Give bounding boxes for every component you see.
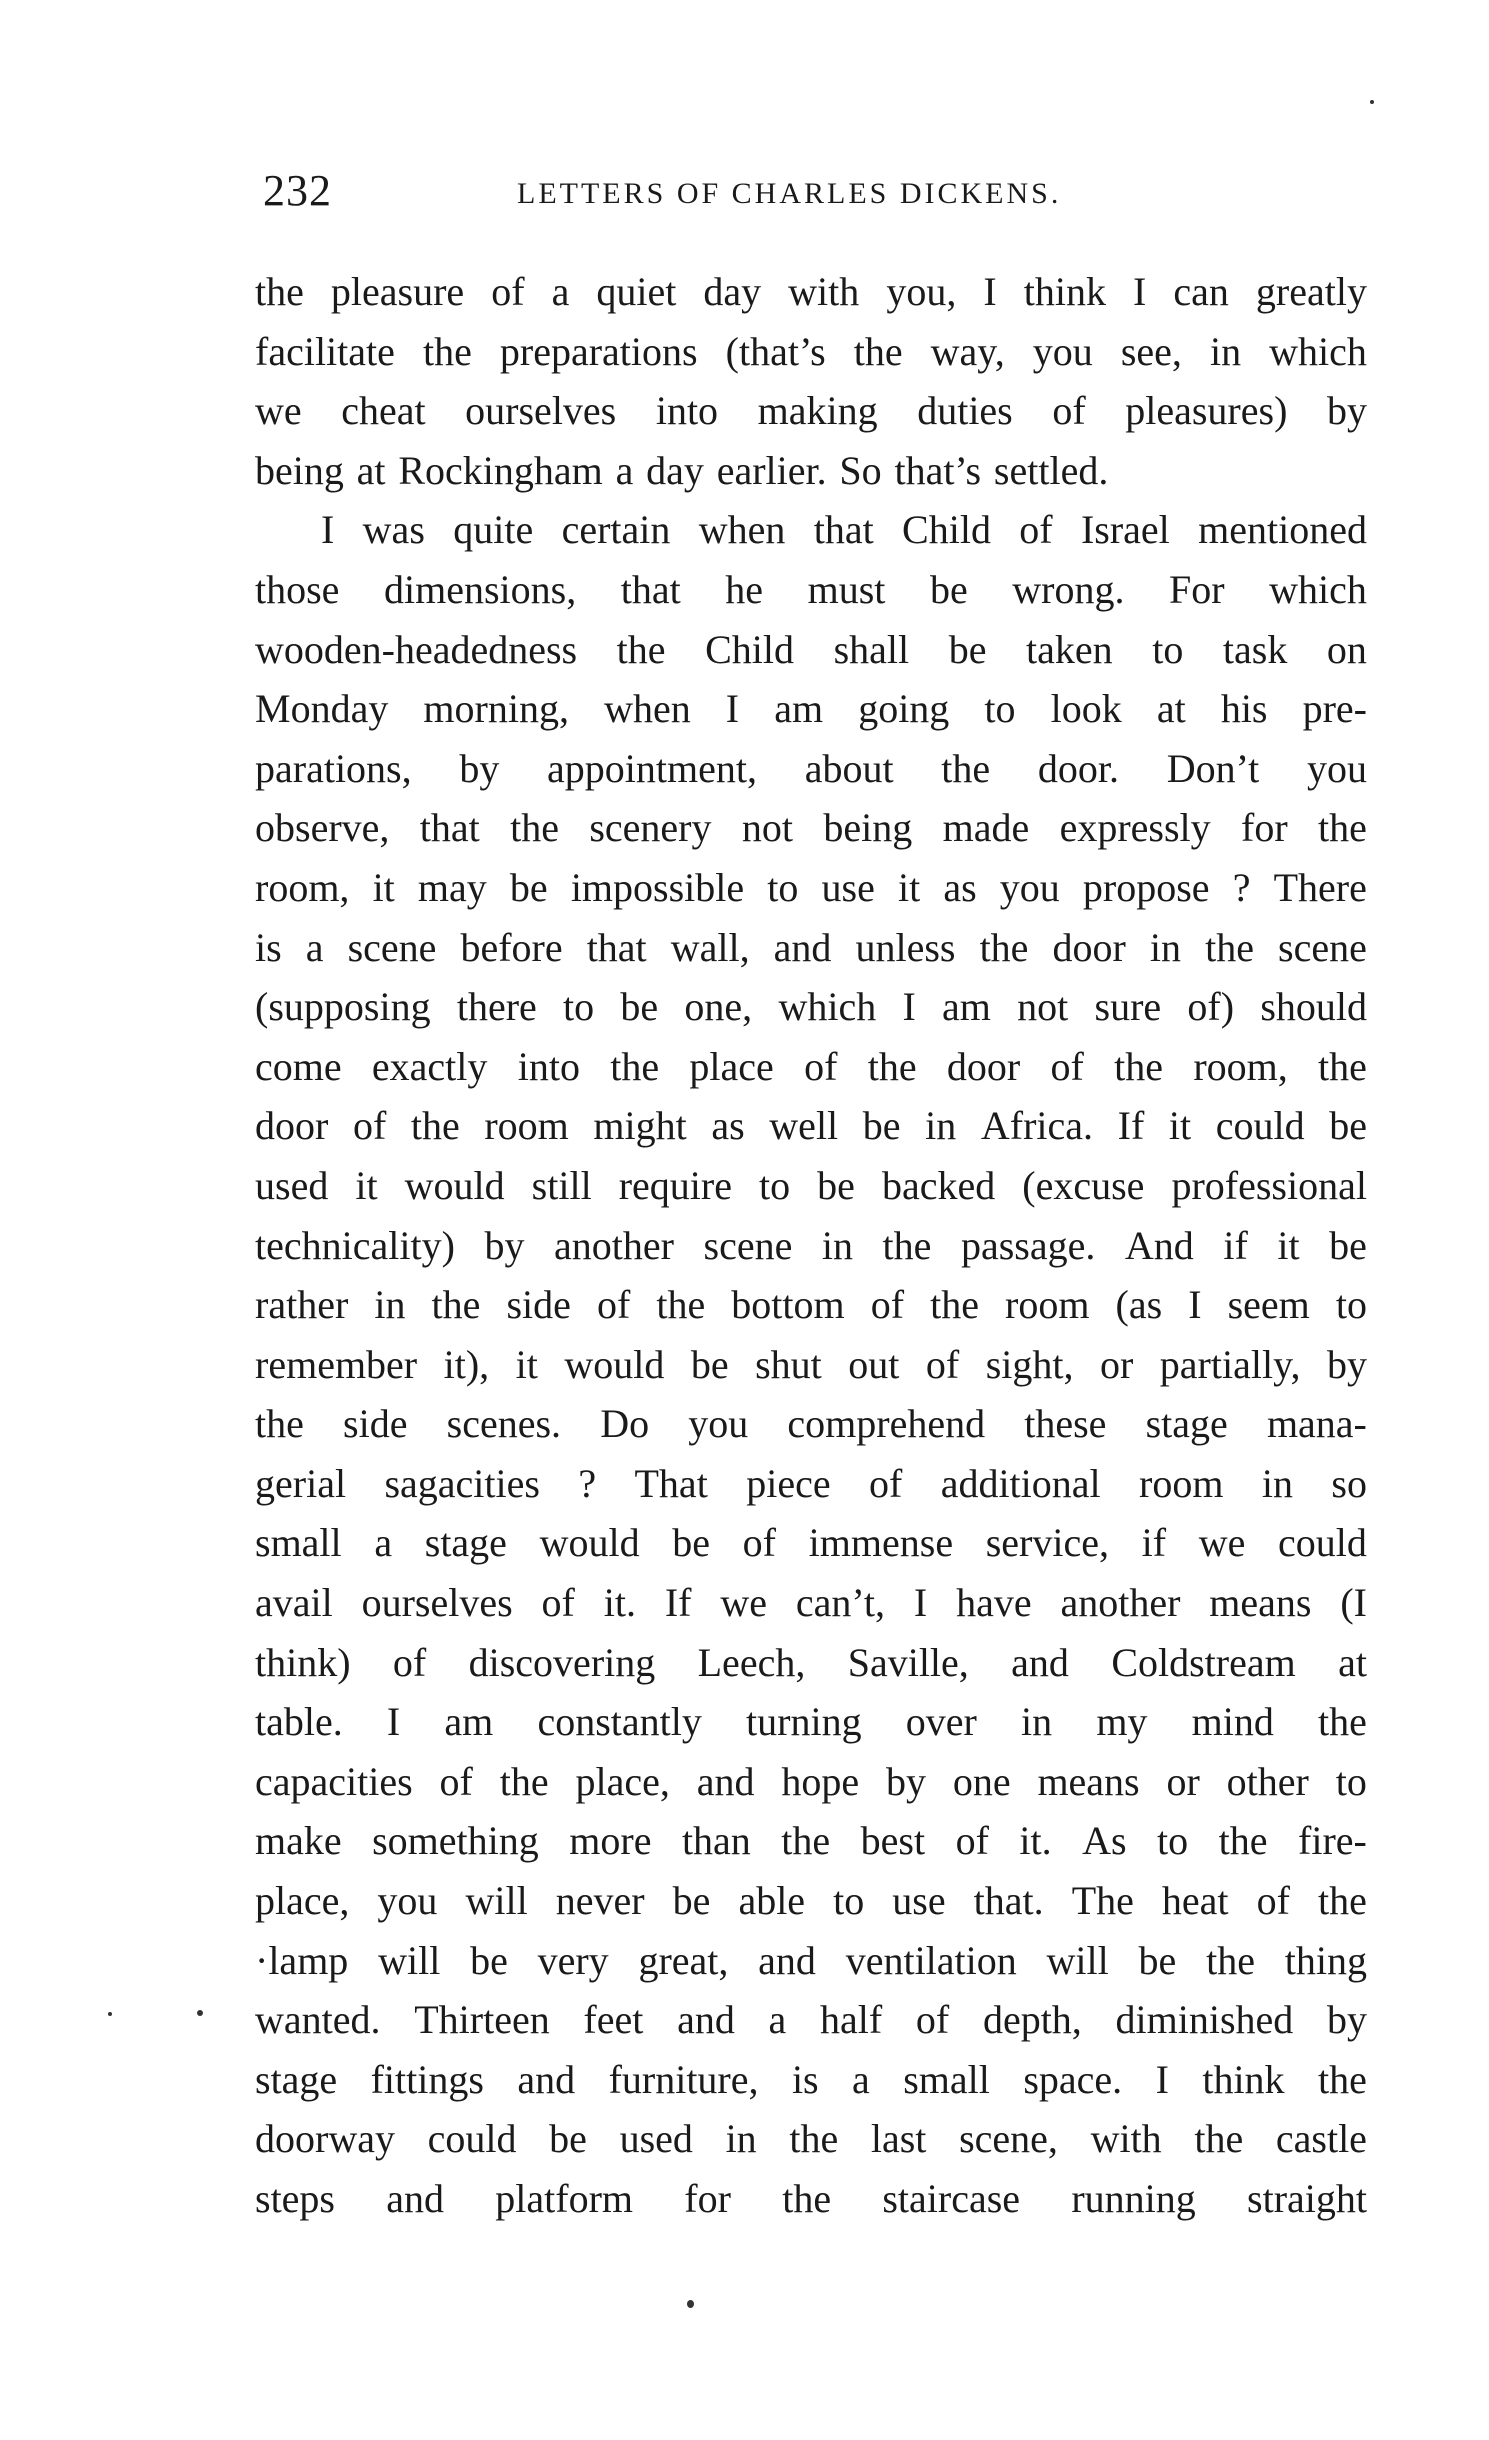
- text-line: table. I am constantly turning over in my mind the: [255, 1699, 1367, 1745]
- text-line: parations, by appointment, about the door. Don’t you: [255, 745, 1367, 791]
- text-line: wanted. Thirteen feet and a half of depth, diminished by: [255, 1997, 1367, 2043]
- text-line: being at Rockingham a day earlier. So that’s settled.: [255, 447, 1109, 493]
- scan-speck: [687, 2300, 694, 2308]
- text-line: observe, that the scenery not being made expressly for the: [255, 805, 1367, 851]
- text-line: ·lamp will be very great, and ventilation will be the thing: [255, 1937, 1367, 1983]
- running-head: LETTERS OF CHARLES DICKENS.: [517, 177, 1062, 210]
- scan-speck: [108, 2012, 112, 2016]
- text-line: facilitate the preparations (that’s the way, you see, in which: [255, 328, 1367, 374]
- text-line: used it would still require to be backed (excuse professional: [255, 1162, 1367, 1208]
- text-line: place, you will never be able to use that. The heat of the: [255, 1878, 1367, 1924]
- text-line: doorway could be used in the last scene, with the castle: [255, 2116, 1367, 2162]
- text-line: (supposing there to be one, which I am not sure of) should: [255, 984, 1367, 1030]
- text-line: stage fittings and furniture, is a small space. I think the: [255, 2056, 1367, 2102]
- text-line: the pleasure of a quiet day with you, I think I can greatly: [255, 269, 1367, 314]
- page-number: 232: [263, 166, 332, 215]
- text-line: those dimensions, that he must be wrong. For which: [255, 566, 1367, 612]
- text-line: small a stage would be of immense service, if we could: [255, 1520, 1367, 1566]
- text-line: rather in the side of the bottom of the room (as I seem to: [255, 1282, 1367, 1328]
- text-line: remember it), it would be shut out of sight, or partially, by: [255, 1341, 1367, 1387]
- text-line: we cheat ourselves into making duties of pleasures) by: [255, 388, 1367, 434]
- text-line: technicality) by another scene in the passage. And if it be: [255, 1222, 1367, 1268]
- scan-speck: [197, 2010, 203, 2016]
- text-line: wooden-headedness the Child shall be taken to task on: [255, 626, 1367, 672]
- text-line: steps and platform for the staircase running straight: [255, 2176, 1367, 2221]
- text-line: think) of discovering Leech, Saville, and Coldstream at: [255, 1639, 1367, 1685]
- text-line: Monday morning, when I am going to look at his pre-: [255, 686, 1367, 732]
- text-line: come exactly into the place of the door of the room, the: [255, 1043, 1367, 1089]
- text-line: room, it may be impossible to use it as you propose ? There: [255, 864, 1367, 910]
- scan-speck: [1370, 100, 1374, 104]
- text-line: capacities of the place, and hope by one means or other to: [255, 1758, 1367, 1804]
- text-line: is a scene before that wall, and unless the door in the scene: [255, 924, 1367, 970]
- page-header: [255, 165, 1375, 225]
- text-line: the side scenes. Do you comprehend these stage mana-: [255, 1401, 1367, 1447]
- text-line: gerial sagacities ? That piece of additional room in so: [255, 1460, 1367, 1506]
- letter-body-text: [255, 262, 1367, 2229]
- text-line: I was quite certain when that Child of Israel mentioned: [321, 507, 1367, 553]
- text-line: avail ourselves of it. If we can’t, I have another means (I: [255, 1580, 1367, 1626]
- text-line: make something more than the best of it. As to the fire-: [255, 1818, 1367, 1864]
- text-line: door of the room might as well be in Africa. If it could be: [255, 1103, 1367, 1149]
